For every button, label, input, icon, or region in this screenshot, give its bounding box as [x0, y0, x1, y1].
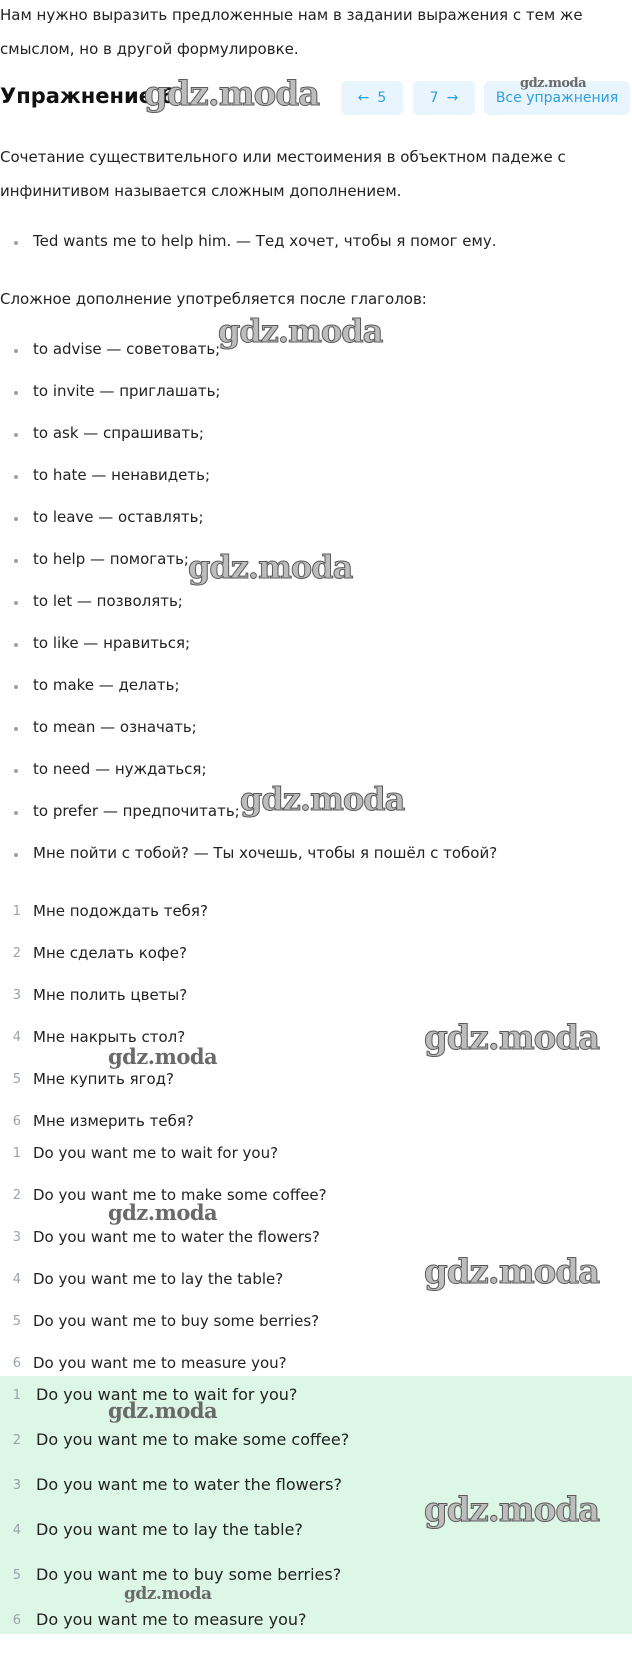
verb-text: to prefer — предпочитать; [33, 802, 240, 820]
bullet [14, 559, 18, 563]
question-text: Мне купить ягод? [33, 1070, 174, 1088]
arrow-left-icon: ← [357, 90, 370, 106]
watermark: gdz.moda [144, 74, 320, 114]
answer-text: Do you want me to buy some berries? [36, 1565, 342, 1584]
theory-line-1: Сочетание существительного или местоимения в объектном падеже с [0, 148, 566, 166]
watermark: gdz.moda [240, 780, 405, 818]
watermark: gdz.moda [124, 1584, 212, 1604]
question-text: Мне подождать тебя? [33, 902, 208, 920]
bullet [14, 475, 18, 479]
question-number: 4 [12, 1030, 21, 1045]
intro-line-1: Нам нужно выразить предложенные нам в задании выражения с тем же [0, 6, 583, 24]
verb-text: to let — позволять; [33, 592, 183, 610]
bullet [14, 391, 18, 395]
verb-text: to ask — спрашивать; [33, 424, 204, 442]
bullet [14, 811, 18, 815]
theory-line-2: инфинитивом называется сложным дополнением. [0, 182, 402, 200]
answer-number: 1 [12, 1146, 21, 1161]
page-title: Упражнение 6 [0, 84, 175, 108]
answer-text: Do you want me to wait for you? [36, 1385, 298, 1404]
bullet [14, 241, 18, 245]
watermark: gdz.moda [108, 1044, 218, 1069]
answer-number: 3 [12, 1230, 21, 1245]
verb-text: to make — делать; [33, 676, 180, 694]
question-text: Мне сделать кофе? [33, 944, 187, 962]
answer-number: 3 [12, 1478, 21, 1493]
bullet [14, 853, 18, 857]
watermark: gdz.moda [424, 1018, 600, 1058]
prev-exercise-button[interactable] [341, 81, 403, 115]
answer-number: 5 [12, 1568, 21, 1583]
question-text: Мне измерить тебя? [33, 1112, 194, 1130]
watermark: gdz.moda [218, 312, 383, 350]
question-number: 2 [12, 946, 21, 961]
question-number: 3 [12, 988, 21, 1003]
question-number: 5 [12, 1072, 21, 1087]
answer-text: Do you want me to make some coffee? [33, 1186, 327, 1204]
watermark: gdz.moda [424, 1252, 600, 1292]
bullet [14, 727, 18, 731]
answer-text: Do you want me to measure you? [33, 1354, 287, 1372]
all-exercises-label: Все упражнения [495, 90, 619, 106]
answer-text: Do you want me to make some coffee? [36, 1430, 350, 1449]
answer-text: Do you want me to lay the table? [33, 1270, 284, 1288]
verb-text: to advise — советовать; [33, 340, 221, 358]
question-number: 6 [12, 1114, 21, 1129]
watermark: gdz.moda [188, 548, 353, 586]
question-text: Мне накрыть стол? [33, 1028, 186, 1046]
answer-number: 2 [12, 1433, 21, 1448]
answer-number: 6 [12, 1613, 21, 1628]
answer-text: Do you want me to measure you? [36, 1610, 307, 1629]
answer-number: 2 [12, 1188, 21, 1203]
arrow-right-icon: → [446, 90, 459, 106]
prev-exercise-label: 5 [377, 90, 387, 106]
watermark: gdz.moda [108, 1200, 218, 1225]
answer-number: 5 [12, 1314, 21, 1329]
verb-text: to hate — ненавидеть; [33, 466, 211, 484]
answer-number: 1 [12, 1388, 21, 1403]
verb-text: to like — нравиться; [33, 634, 191, 652]
bullet [14, 601, 18, 605]
watermark: gdz.moda [424, 1490, 600, 1530]
answer-text: Do you want me to wait for you? [33, 1144, 279, 1162]
answer-text: Do you want me to lay the table? [36, 1520, 303, 1539]
verbs-intro: Сложное дополнение употребляется после глаголов: [0, 290, 427, 308]
answer-text: Do you want me to water the flowers? [36, 1475, 342, 1494]
answer-number: 4 [12, 1272, 21, 1287]
verb-text: to invite — приглашать; [33, 382, 221, 400]
example-text: Ted wants me to help him. — Тед хочет, чтобы я помог ему. [33, 232, 497, 250]
bullet [14, 769, 18, 773]
bullet [14, 517, 18, 521]
question-text: Мне полить цветы? [33, 986, 188, 1004]
verb-text: Мне пойти с тобой? — Ты хочешь, чтобы я пошёл с тобой? [33, 844, 498, 862]
answer-text: Do you want me to water the flowers? [33, 1228, 320, 1246]
verb-text: to mean — означать; [33, 718, 197, 736]
watermark: gdz.moda [520, 76, 587, 91]
answer-number: 4 [12, 1523, 21, 1538]
next-exercise-label: 7 [429, 90, 439, 106]
watermark: gdz.moda [108, 1398, 218, 1423]
answer-number: 6 [12, 1356, 21, 1371]
question-number: 1 [12, 904, 21, 919]
intro-line-2: смыслом, но в другой формулировке. [0, 40, 299, 58]
verb-text: to help — помогать; [33, 550, 189, 568]
bullet [14, 433, 18, 437]
bullet [14, 349, 18, 353]
answer-text: Do you want me to buy some berries? [33, 1312, 320, 1330]
next-exercise-button[interactable] [413, 81, 475, 115]
bullet [14, 685, 18, 689]
verb-text: to need — нуждаться; [33, 760, 207, 778]
verb-text: to leave — оставлять; [33, 508, 204, 526]
bullet [14, 643, 18, 647]
